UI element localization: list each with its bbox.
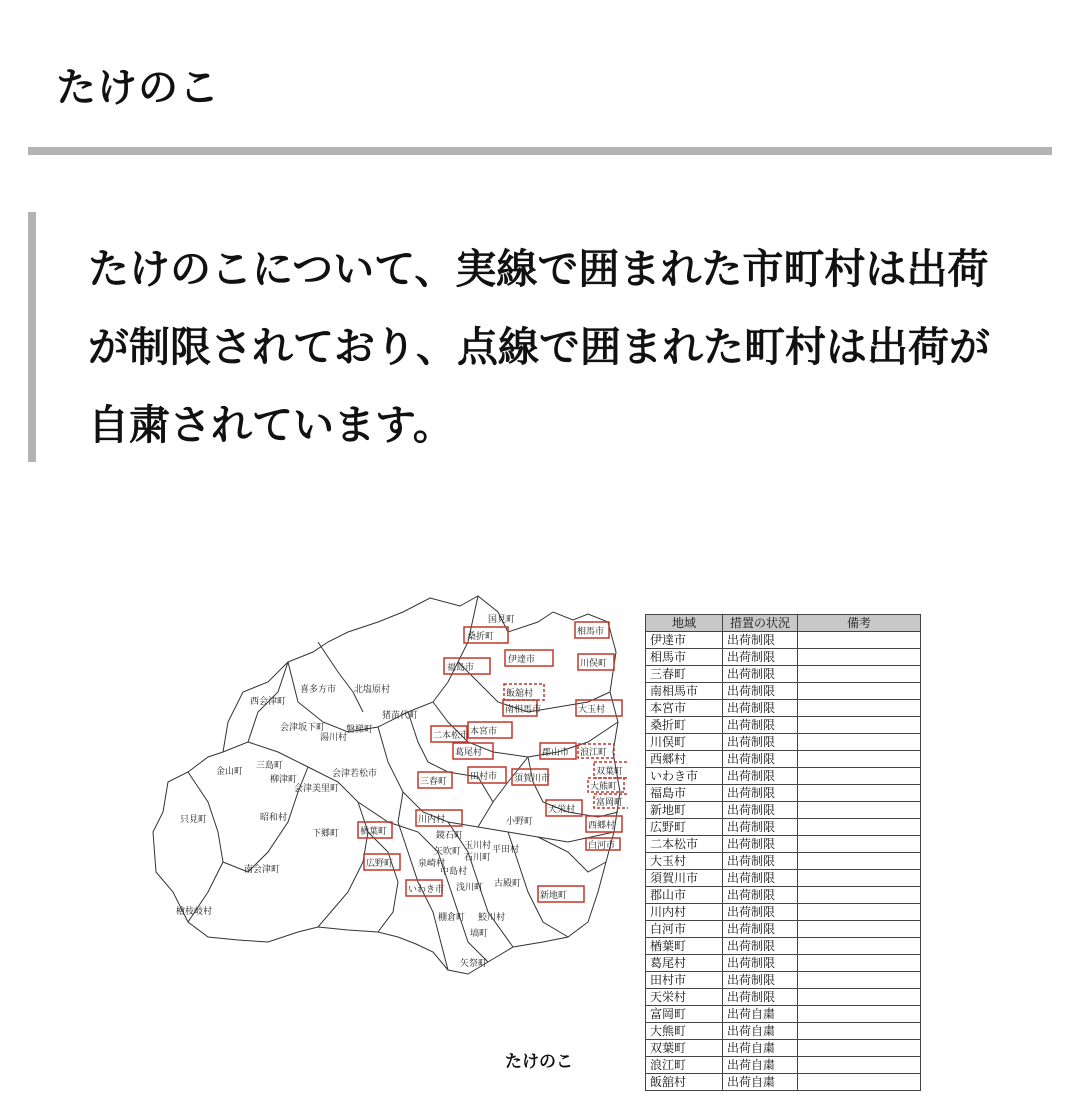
map-label: 須賀川市 xyxy=(514,774,551,784)
cell-region: 須賀川市 xyxy=(646,870,723,887)
map-label: 泉崎村 xyxy=(418,859,446,869)
table-row xyxy=(646,836,921,853)
cell-status: 出荷制限 xyxy=(723,802,798,819)
map-label: 塙町 xyxy=(470,929,489,939)
table-row xyxy=(646,904,921,921)
table-row xyxy=(646,717,921,734)
cell-status: 出荷制限 xyxy=(723,683,798,700)
map-label: 飯舘村 xyxy=(506,689,534,699)
cell-status: 出荷制限 xyxy=(723,836,798,853)
column-header-notes: 備考 xyxy=(798,615,921,632)
map-label: 大熊町 xyxy=(590,782,618,792)
map-label: 郡山市 xyxy=(542,748,570,758)
map-label: 檜枝岐村 xyxy=(176,907,213,917)
column-header-status: 措置の状況 xyxy=(723,615,798,632)
quote-bar xyxy=(28,212,36,462)
map-label: 広野町 xyxy=(366,859,394,869)
cell-region: 本宮市 xyxy=(646,700,723,717)
map-label: 南会津町 xyxy=(244,865,281,875)
map-label: 会津若松市 xyxy=(332,769,378,779)
status-table xyxy=(645,614,921,1091)
cell-region: 二本松市 xyxy=(646,836,723,853)
map-label: 会津美里町 xyxy=(294,784,340,794)
table-row xyxy=(646,700,921,717)
map-label: 川俣町 xyxy=(580,659,608,669)
map-label: 玉川村 xyxy=(464,841,492,851)
cell-region: 大熊町 xyxy=(646,1023,723,1040)
cell-status: 出荷自粛 xyxy=(723,1023,798,1040)
cell-region: 川内村 xyxy=(646,904,723,921)
map-label: 西郷村 xyxy=(588,821,616,831)
cell-notes xyxy=(798,836,921,853)
map-label: 鮫川村 xyxy=(478,913,506,923)
cell-status: 出荷自粛 xyxy=(723,1074,798,1091)
cell-status: 出荷制限 xyxy=(723,666,798,683)
cell-status: 出荷制限 xyxy=(723,649,798,666)
map-label: 湯川村 xyxy=(320,733,348,743)
map-label: 柳津町 xyxy=(270,775,298,785)
map-label: 只見町 xyxy=(180,815,208,825)
cell-notes xyxy=(798,700,921,717)
cell-region: 桑折町 xyxy=(646,717,723,734)
table-row xyxy=(646,649,921,666)
cell-status: 出荷制限 xyxy=(723,887,798,904)
map-label: 桑折町 xyxy=(467,632,495,642)
cell-region: 三春町 xyxy=(646,666,723,683)
map-label: 矢吹町 xyxy=(434,847,462,857)
table-row xyxy=(646,1006,921,1023)
cell-notes xyxy=(798,938,921,955)
cell-region: 楢葉町 xyxy=(646,938,723,955)
table-row xyxy=(646,1040,921,1057)
cell-region: 川俣町 xyxy=(646,734,723,751)
table-row xyxy=(646,802,921,819)
table-row xyxy=(646,853,921,870)
map-label: 磐梯町 xyxy=(346,725,374,735)
cell-notes xyxy=(798,1040,921,1057)
table-row xyxy=(646,1023,921,1040)
map-label: 本宮市 xyxy=(470,727,498,737)
fukushima-map xyxy=(148,592,628,992)
cell-notes xyxy=(798,921,921,938)
cell-region: 広野町 xyxy=(646,819,723,836)
table-row xyxy=(646,938,921,955)
cell-status: 出荷制限 xyxy=(723,785,798,802)
map-label: 昭和村 xyxy=(260,813,288,823)
cell-status: 出荷制限 xyxy=(723,938,798,955)
map-label: いわき市 xyxy=(408,885,445,895)
map-label: 伊達市 xyxy=(508,655,536,665)
cell-status: 出荷制限 xyxy=(723,819,798,836)
map-label: 猪苗代町 xyxy=(382,711,419,721)
cell-region: 南相馬市 xyxy=(646,683,723,700)
table-row xyxy=(646,819,921,836)
cell-notes xyxy=(798,972,921,989)
cell-region: 西郷村 xyxy=(646,751,723,768)
map-label: 天栄村 xyxy=(548,805,576,815)
map-label: 田村市 xyxy=(470,772,498,782)
map-label: 双葉町 xyxy=(596,767,624,777)
map-label: 富岡町 xyxy=(596,798,624,808)
cell-status: 出荷自粛 xyxy=(723,1040,798,1057)
cell-status: 出荷制限 xyxy=(723,853,798,870)
map-label: 浪江町 xyxy=(580,748,608,758)
map-label: 相馬市 xyxy=(577,627,605,637)
map-label: 川内村 xyxy=(418,815,446,825)
cell-notes xyxy=(798,1006,921,1023)
cell-region: 天栄村 xyxy=(646,989,723,1006)
table-row xyxy=(646,921,921,938)
map-label: 喜多方市 xyxy=(300,685,337,695)
cell-status: 出荷自粛 xyxy=(723,1006,798,1023)
table-row xyxy=(646,751,921,768)
cell-status: 出荷制限 xyxy=(723,700,798,717)
map-label: 大玉村 xyxy=(578,705,606,715)
table-row xyxy=(646,955,921,972)
cell-region: 双葉町 xyxy=(646,1040,723,1057)
map-label: 棚倉町 xyxy=(438,913,466,923)
map-label: 金山町 xyxy=(216,767,244,777)
cell-notes xyxy=(798,632,921,649)
map-label: 矢祭町 xyxy=(460,959,488,969)
cell-region: 相馬市 xyxy=(646,649,723,666)
cell-status: 出荷制限 xyxy=(723,904,798,921)
map-label: 小野町 xyxy=(506,817,534,827)
notice-text: たけのこについて、実線で囲まれた市町村は出荷が制限されており、点線で囲まれた町村は出荷が自粛されています。 xyxy=(88,245,990,449)
map-label: 石川町 xyxy=(464,853,492,863)
cell-region: 福島市 xyxy=(646,785,723,802)
cell-notes xyxy=(798,989,921,1006)
cell-region: 田村市 xyxy=(646,972,723,989)
table-row xyxy=(646,989,921,1006)
cell-notes xyxy=(798,955,921,972)
cell-notes xyxy=(798,870,921,887)
map-label: 二本松市 xyxy=(433,731,470,741)
map-label: 三春町 xyxy=(420,777,448,787)
cell-notes xyxy=(798,802,921,819)
cell-notes xyxy=(798,1023,921,1040)
map-caption: たけのこ xyxy=(505,1052,573,1072)
cell-region: 葛尾村 xyxy=(646,955,723,972)
cell-notes xyxy=(798,683,921,700)
cell-notes xyxy=(798,887,921,904)
cell-region: 白河市 xyxy=(646,921,723,938)
cell-status: 出荷制限 xyxy=(723,734,798,751)
cell-region: いわき市 xyxy=(646,768,723,785)
table-row xyxy=(646,768,921,785)
cell-notes xyxy=(798,717,921,734)
map-label: 平田村 xyxy=(492,845,520,855)
table-row xyxy=(646,785,921,802)
map-label: 会津坂下町 xyxy=(280,723,326,733)
cell-notes xyxy=(798,666,921,683)
other-labels xyxy=(176,614,536,969)
table-row xyxy=(646,1074,921,1091)
map-label: 楢葉町 xyxy=(360,827,388,837)
cell-status: 出荷制限 xyxy=(723,632,798,649)
map-label: 白河市 xyxy=(588,841,616,851)
table-row xyxy=(646,683,921,700)
cell-status: 出荷自粛 xyxy=(723,1057,798,1074)
map-label: 北塩原村 xyxy=(354,685,391,695)
cell-region: 新地町 xyxy=(646,802,723,819)
cell-notes xyxy=(798,1074,921,1091)
cell-region: 富岡町 xyxy=(646,1006,723,1023)
table-row xyxy=(646,870,921,887)
table-row xyxy=(646,666,921,683)
cell-status: 出荷制限 xyxy=(723,921,798,938)
table-row xyxy=(646,887,921,904)
cell-region: 飯舘村 xyxy=(646,1074,723,1091)
map-label: 浅川町 xyxy=(456,883,484,893)
map-label: 古殿町 xyxy=(494,879,522,889)
map-label: 三島町 xyxy=(256,761,284,771)
table-header-row xyxy=(646,615,921,632)
cell-region: 伊達市 xyxy=(646,632,723,649)
cell-status: 出荷制限 xyxy=(723,972,798,989)
cell-status: 出荷制限 xyxy=(723,717,798,734)
map-label: 鏡石町 xyxy=(436,831,464,841)
map-label: 中島村 xyxy=(440,867,468,877)
cell-notes xyxy=(798,751,921,768)
cell-notes xyxy=(798,819,921,836)
cell-notes xyxy=(798,768,921,785)
page-title: たけのこ xyxy=(56,65,220,111)
cell-status: 出荷制限 xyxy=(723,870,798,887)
map-outline xyxy=(153,596,620,974)
table-row xyxy=(646,1057,921,1074)
map-label: 国見町 xyxy=(488,615,516,625)
map-label: 西会津町 xyxy=(250,697,287,707)
map-label: 葛尾村 xyxy=(455,748,483,758)
cell-notes xyxy=(798,904,921,921)
map-label: 新地町 xyxy=(540,891,568,901)
map-label: 南相馬市 xyxy=(505,705,542,715)
cell-region: 郡山市 xyxy=(646,887,723,904)
map-label: 福島市 xyxy=(447,663,475,673)
cell-notes xyxy=(798,734,921,751)
column-header-region: 地域 xyxy=(646,615,723,632)
cell-notes xyxy=(798,853,921,870)
title-divider xyxy=(28,147,1052,155)
cell-status: 出荷制限 xyxy=(723,955,798,972)
cell-notes xyxy=(798,1057,921,1074)
table-row xyxy=(646,632,921,649)
table-row xyxy=(646,734,921,751)
cell-status: 出荷制限 xyxy=(723,751,798,768)
cell-status: 出荷制限 xyxy=(723,768,798,785)
cell-status: 出荷制限 xyxy=(723,989,798,1006)
cell-region: 浪江町 xyxy=(646,1057,723,1074)
table-row xyxy=(646,972,921,989)
cell-notes xyxy=(798,649,921,666)
cell-region: 大玉村 xyxy=(646,853,723,870)
map-label: 下郷町 xyxy=(312,829,340,839)
cell-notes xyxy=(798,785,921,802)
